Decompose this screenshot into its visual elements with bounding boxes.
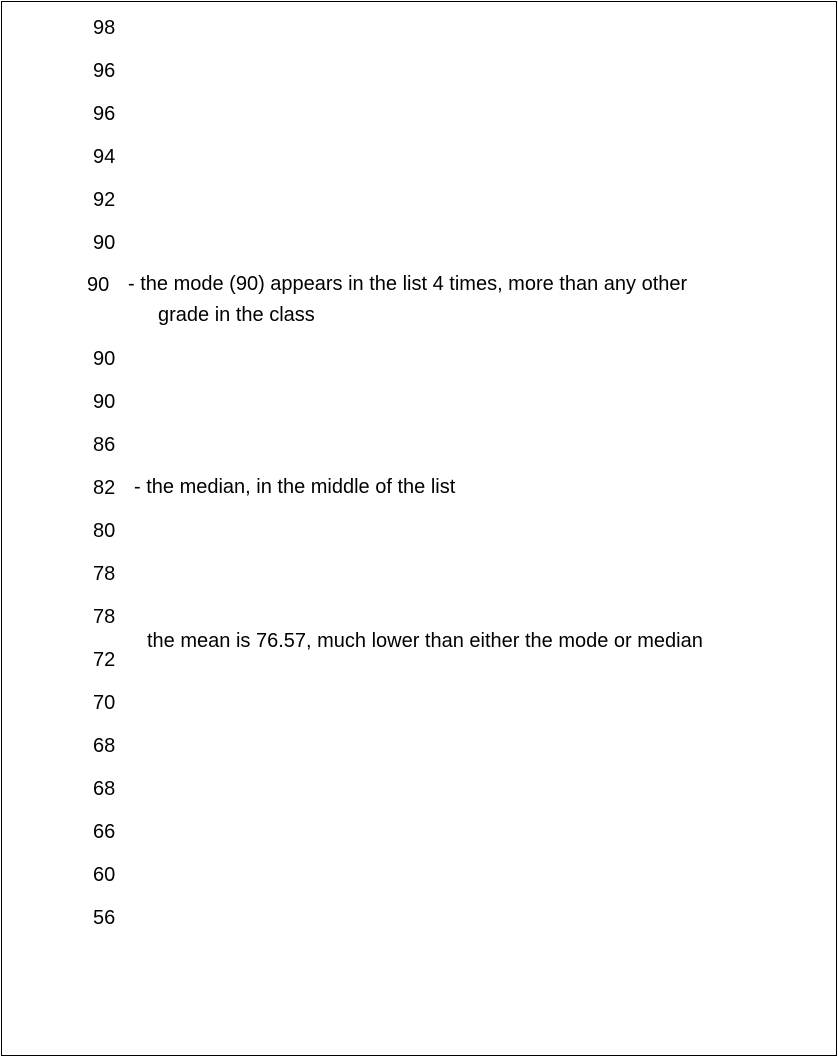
grade-12: 80 bbox=[93, 520, 116, 542]
grade-10: 86 bbox=[93, 434, 116, 456]
grade-13: 78 bbox=[93, 563, 116, 585]
grade-18: 68 bbox=[93, 778, 116, 800]
grade-2: 96 bbox=[93, 60, 116, 82]
grade-1: 98 bbox=[93, 17, 116, 39]
grade-17: 68 bbox=[93, 735, 116, 757]
grade-6: 90 bbox=[93, 232, 116, 254]
grade-21: 56 bbox=[93, 907, 116, 929]
grade-20: 60 bbox=[93, 864, 116, 886]
grade-15: 72 bbox=[93, 649, 116, 671]
mean-note: the mean is 76.57, much lower than either the mode or median bbox=[147, 630, 703, 652]
document-page bbox=[1, 1, 837, 1056]
grade-19: 66 bbox=[93, 821, 116, 843]
grade-7: 90 bbox=[87, 274, 110, 296]
grade-11: 82 bbox=[93, 477, 116, 499]
grade-3: 96 bbox=[93, 103, 116, 125]
mode-note-line-1: - the mode (90) appears in the list 4 times, more than any other bbox=[128, 273, 688, 295]
grade-8: 90 bbox=[93, 348, 116, 370]
mode-note-line-2: grade in the class bbox=[158, 304, 315, 326]
grade-16: 70 bbox=[93, 692, 116, 714]
grade-9: 90 bbox=[93, 391, 116, 413]
grade-5: 92 bbox=[93, 189, 116, 211]
median-note: - the median, in the middle of the list bbox=[134, 476, 456, 498]
grade-14: 78 bbox=[93, 606, 116, 628]
grade-4: 94 bbox=[93, 146, 116, 168]
